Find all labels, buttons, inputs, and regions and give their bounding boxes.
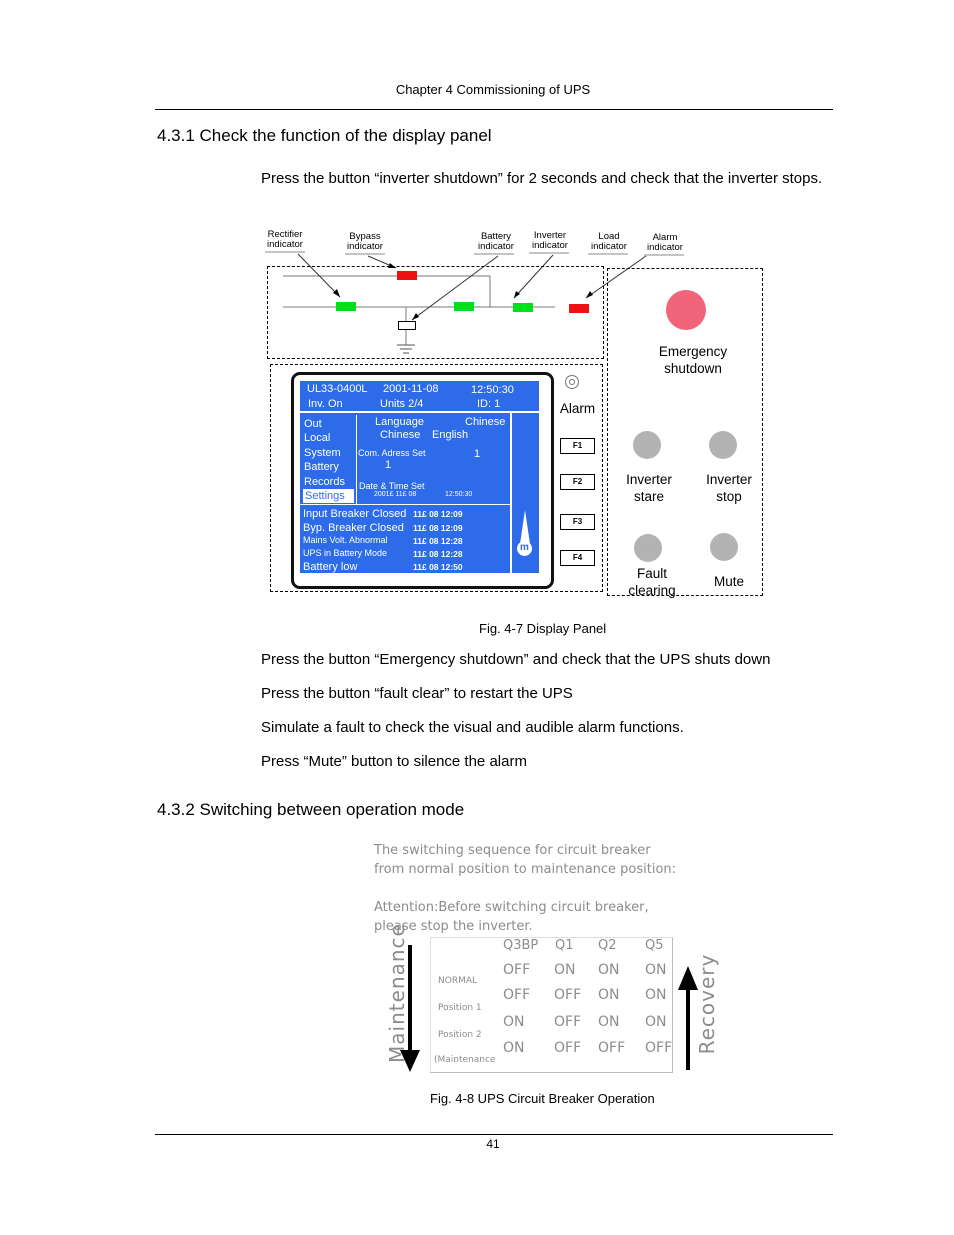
table-cell: OFF bbox=[554, 1014, 582, 1030]
lcd-menu-item-selected[interactable]: Settings bbox=[303, 489, 354, 503]
f4-button[interactable]: F4 bbox=[560, 550, 595, 566]
lcd-language-label: Language bbox=[375, 416, 424, 428]
figure-4-7-caption: Fig. 4-7 Display Panel bbox=[479, 621, 607, 636]
label-line: Bypass bbox=[349, 231, 381, 242]
lcd-com-address-value: 1 bbox=[474, 448, 481, 460]
lcd-time: 12:50:30 bbox=[471, 384, 514, 396]
label-line: Rectifier bbox=[267, 229, 303, 240]
label-line: stare bbox=[633, 489, 664, 504]
alarm-label: Alarm bbox=[559, 401, 596, 416]
step-fault-clear: Press the button “fault clear” to restart the UPS bbox=[261, 685, 573, 702]
step-emergency-shutdown: Press the button “Emergency shutdown” and check that the UPS shuts down bbox=[261, 651, 771, 668]
sequence-attention bbox=[374, 898, 649, 936]
lcd-date: 2001-11-08 bbox=[383, 383, 439, 395]
table-cell: ON bbox=[598, 962, 620, 978]
label-line: Load bbox=[598, 231, 620, 242]
table-cell: ON bbox=[598, 1014, 620, 1030]
label-line: clearing bbox=[628, 583, 676, 598]
column-header-q5: Q5 bbox=[645, 938, 664, 953]
lcd-language-option-chinese[interactable]: Chinese bbox=[380, 429, 421, 441]
lcd-menu-item[interactable]: Battery bbox=[304, 461, 339, 474]
lcd-event-stamp: 11£ 08 12:50 bbox=[413, 562, 463, 572]
lcd-inverter-status: Inv. On bbox=[308, 398, 343, 410]
table-cell: OFF bbox=[503, 987, 531, 1003]
table-cell: ON bbox=[645, 962, 667, 978]
f2-button[interactable]: F2 bbox=[560, 474, 595, 490]
label-line: indicator bbox=[267, 239, 303, 250]
row-label-maintenance: (Maintenance bbox=[434, 1055, 496, 1065]
f1-button[interactable]: F1 bbox=[560, 438, 595, 454]
lcd-event-text: Battery low bbox=[303, 561, 358, 573]
lcd-language-option-english[interactable]: English bbox=[432, 429, 469, 441]
sequence-line: from normal position to maintenance position: bbox=[374, 862, 677, 877]
lcd-event-stamp: 11£ 08 12:28 bbox=[413, 549, 463, 559]
lcd-com-address-label: Com. Adress Set bbox=[358, 448, 426, 458]
lcd-menu-item[interactable]: Out bbox=[304, 418, 322, 430]
mute-label: Mute bbox=[713, 574, 744, 589]
table-cell: OFF bbox=[645, 1040, 673, 1056]
column-header-q2: Q2 bbox=[598, 938, 617, 953]
table-cell: ON bbox=[503, 1040, 525, 1056]
lcd-event-stamp: 11£ 08 12:09 bbox=[413, 509, 463, 519]
section-heading-431: 4.3.1 Check the function of the display panel bbox=[157, 126, 492, 145]
sequence-line: The switching sequence for circuit breaker bbox=[374, 843, 651, 858]
label-line: Fault bbox=[636, 566, 667, 581]
row-label-normal: NORMAL bbox=[438, 976, 478, 986]
sequence-intro bbox=[374, 841, 676, 879]
label-line: indicator bbox=[347, 241, 383, 252]
lcd-model: UL33-0400L bbox=[307, 383, 368, 395]
table-cell: ON bbox=[645, 987, 667, 1003]
step-simulate-fault: Simulate a fault to check the visual and audible alarm functions. bbox=[261, 719, 684, 736]
label-line: indicator bbox=[591, 241, 627, 252]
maintenance-label: Maintenance bbox=[385, 923, 409, 1063]
step-mute: Press “Mute” button to silence the alarm bbox=[261, 753, 527, 770]
table-cell: OFF bbox=[554, 987, 582, 1003]
label-line: Battery bbox=[480, 231, 512, 242]
label-line: shutdown bbox=[664, 361, 722, 376]
f3-button[interactable]: F3 bbox=[560, 514, 595, 530]
column-header-q1: Q1 bbox=[555, 938, 574, 953]
lcd-event-text: Mains Volt. Abnormal bbox=[303, 535, 388, 545]
label-line: indicator bbox=[478, 241, 514, 252]
lcd-event-text: Byp. Breaker Closed bbox=[303, 521, 404, 534]
table-cell: OFF bbox=[503, 962, 531, 978]
lcd-datetime-time: 12:50:30 bbox=[445, 491, 473, 498]
label-line: Inverter bbox=[706, 472, 752, 487]
label-line: Emergency bbox=[658, 344, 728, 359]
table-cell: OFF bbox=[598, 1040, 626, 1056]
lcd-menu-item[interactable]: System bbox=[304, 446, 341, 459]
sequence-line: please stop the inverter. bbox=[374, 919, 533, 934]
lcd-event-stamp: 11£ 08 12:28 bbox=[413, 536, 463, 546]
chapter-header: Chapter 4 Commissioning of UPS bbox=[395, 82, 591, 97]
page-number: 41 bbox=[486, 1137, 500, 1151]
label-line: Alarm bbox=[652, 232, 678, 243]
table-cell: ON bbox=[503, 1014, 525, 1030]
label-line: Inverter bbox=[626, 472, 672, 487]
table-cell: ON bbox=[645, 1014, 667, 1030]
m-key-icon[interactable]: m bbox=[517, 541, 532, 556]
label-line: Inverter bbox=[533, 230, 567, 241]
footer-rule bbox=[155, 1134, 833, 1135]
lcd-units: Units 2/4 bbox=[380, 398, 424, 410]
column-header-q3bp: Q3BP bbox=[503, 938, 539, 953]
lcd-menu-item[interactable]: Records bbox=[304, 475, 345, 488]
label-line: indicator bbox=[647, 242, 683, 253]
lcd-datetime-label: Date & Time Set bbox=[359, 481, 425, 491]
label-line: indicator bbox=[532, 240, 568, 251]
sequence-line: Attention:Before switching circuit breaker, bbox=[374, 900, 649, 915]
table-cell: OFF bbox=[554, 1040, 582, 1056]
table-cell: ON bbox=[554, 962, 576, 978]
lcd-id: ID: 1 bbox=[477, 398, 501, 410]
lcd-event-text: UPS in Battery Mode bbox=[303, 548, 388, 558]
intro-paragraph: Press the button “inverter shutdown” for 2 seconds and check that the inverter stops. bbox=[261, 170, 823, 187]
lcd-com-address-entry: 1 bbox=[385, 459, 392, 471]
lcd-event-text: Input Breaker Closed bbox=[303, 508, 407, 520]
table-cell: ON bbox=[598, 987, 620, 1003]
label-line: stop bbox=[716, 489, 742, 504]
lcd-menu-item[interactable]: Local bbox=[304, 432, 331, 445]
section-heading-432: 4.3.2 Switching between operation mode bbox=[157, 800, 465, 819]
lcd-language-value: Chinese bbox=[465, 416, 506, 428]
lcd-event-stamp: 11£ 08 12:09 bbox=[413, 522, 463, 533]
recovery-label: Recovery bbox=[695, 953, 719, 1055]
row-label-position-1: Position 1 bbox=[438, 1003, 482, 1013]
figure-4-8-caption: Fig. 4-8 UPS Circuit Breaker Operation bbox=[430, 1091, 655, 1106]
lcd-datetime-date: 2001£ 11£ 08 bbox=[374, 491, 417, 498]
row-label-position-2: Position 2 bbox=[438, 1030, 482, 1040]
